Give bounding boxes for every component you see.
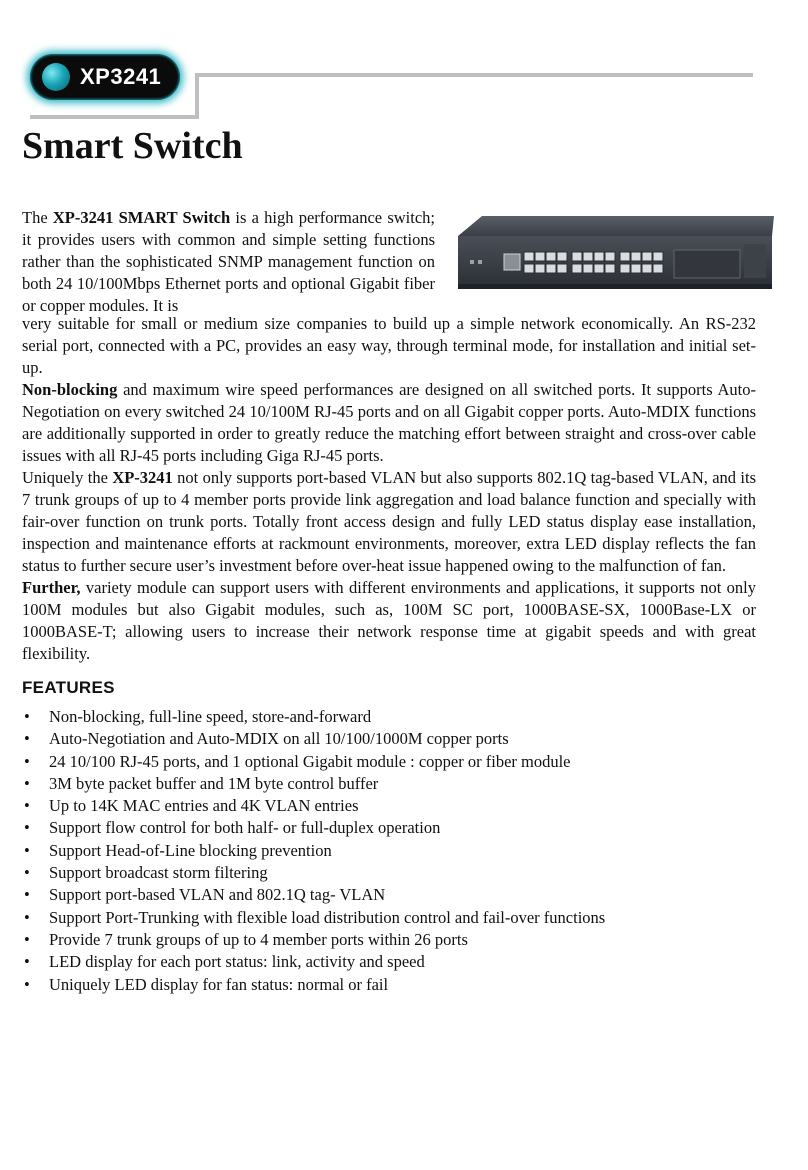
intro-paragraph — [22, 207, 435, 317]
bullet-icon: • — [24, 907, 30, 927]
bullet-icon: • — [24, 818, 30, 838]
features-heading: FEATURES — [22, 678, 115, 697]
list-item: • 3M byte packet buffer and 1M byte control buffer — [22, 773, 605, 795]
header-divider-lower — [30, 115, 199, 119]
list-item: • Support flow control for both half- or full-duplex operation — [22, 817, 605, 839]
badge-label: XP3241 — [80, 64, 162, 89]
bullet-icon: • — [24, 863, 30, 883]
bullet-icon: • — [24, 796, 30, 816]
further-term: Further, — [22, 578, 81, 597]
bullet-icon: • — [24, 974, 30, 994]
bullet-icon: • — [24, 952, 30, 972]
list-item: • Support Port-Trunking with flexible load distribution control and fail-over functions — [22, 907, 605, 929]
product-badge — [30, 54, 180, 100]
list-item: • Support port-based VLAN and 802.1Q tag- VLAN — [22, 884, 605, 906]
features-list — [22, 706, 605, 996]
list-item: • Provide 7 trunk groups of up to 4 member ports within 26 ports — [22, 929, 605, 951]
intro-text-start: The — [22, 208, 53, 227]
bullet-icon: • — [24, 707, 30, 726]
bullet-icon: • — [24, 751, 30, 771]
list-item: • Support Head-of-Line blocking prevention — [22, 840, 605, 862]
bullet-icon: • — [24, 840, 30, 860]
modules-paragraph — [22, 577, 756, 665]
vlan-text-start: Uniquely the — [22, 468, 113, 487]
intro-paragraph-continued: very suitable for small or medium size companies to build up a simple network economically. An RS-232 serial port, connected with a PC, provides an easy way, through terminal mode, for installation and initial set-up. — [22, 314, 756, 377]
non-blocking-paragraph — [22, 379, 756, 467]
bullet-icon: • — [24, 929, 30, 949]
list-item: • Up to 14K MAC entries and 4K VLAN entries — [22, 795, 605, 817]
header-divider-vertical — [195, 73, 199, 119]
list-item: • Support broadcast storm filtering — [22, 862, 605, 884]
list-item: • Non-blocking, full-line speed, store-and-forward — [22, 706, 605, 728]
modules-text: variety module can support users with different environments and applications, it supports not only 100M modules but also Gigabit modules, such as, 100M SC port, 1000BASE-SX, 1000Base-LX or 1000BASE-T; allowing users to increase their network response time at gigabit speeds and with great flexibility. — [22, 578, 756, 663]
main-body — [22, 313, 756, 665]
vlan-product-name: XP-3241 — [112, 468, 173, 487]
list-item: • Uniquely LED display for fan status: normal or fail — [22, 974, 605, 996]
page-title: Smart Switch — [22, 125, 243, 167]
list-item: • 24 10/100 RJ-45 ports, and 1 optional Gigabit module : copper or fiber module — [22, 751, 605, 773]
header-divider — [195, 73, 753, 77]
intro-text-end: is a high performance switch; it provides users with common and simple setting functions rather than the sophisticated SNMP management function on both 24 10/100Mbps Ethernet ports and optional Gigabit fiber or copper modules. It is — [22, 208, 435, 315]
switch-product-image — [452, 214, 778, 296]
vlan-text-end: not only supports port-based VLAN but also supports 802.1Q tag-based VLAN, and its 7 trunk groups of up to 4 member ports provide link aggregation and load balance function and specially with fair-over function on trunk ports. Totally front access design and fully LED status display ease installation, inspection and maintenance efforts at rackmount environments, moreover, extra LED display reflects the fan status to further secure user’s investment before over-heat issue happened owing to the malfunction of fan. — [22, 468, 757, 575]
bullet-icon: • — [24, 729, 30, 749]
list-item: • Auto-Negotiation and Auto-MDIX on all 10/100/1000M copper ports — [22, 728, 605, 750]
intro-product-name: XP-3241 SMART Switch — [52, 208, 231, 227]
non-blocking-term: Non-blocking — [22, 380, 118, 399]
bullet-icon: • — [24, 773, 30, 793]
bullet-icon: • — [24, 885, 30, 905]
badge-dot-icon — [42, 63, 70, 91]
vlan-paragraph — [22, 467, 756, 577]
non-blocking-text: and maximum wire speed performances are designed on all switched ports. It supports Auto-Negotiation on every switched 24 10/100M RJ-45 ports and on all Gigabit copper ports. Auto-MDIX functions are additionally supported in order to greatly reduce the matching effort between straight and cross-over cable issues with all RJ-45 ports including Giga RJ-45 ports. — [22, 380, 756, 465]
list-item: • LED display for each port status: link, activity and speed — [22, 951, 605, 973]
